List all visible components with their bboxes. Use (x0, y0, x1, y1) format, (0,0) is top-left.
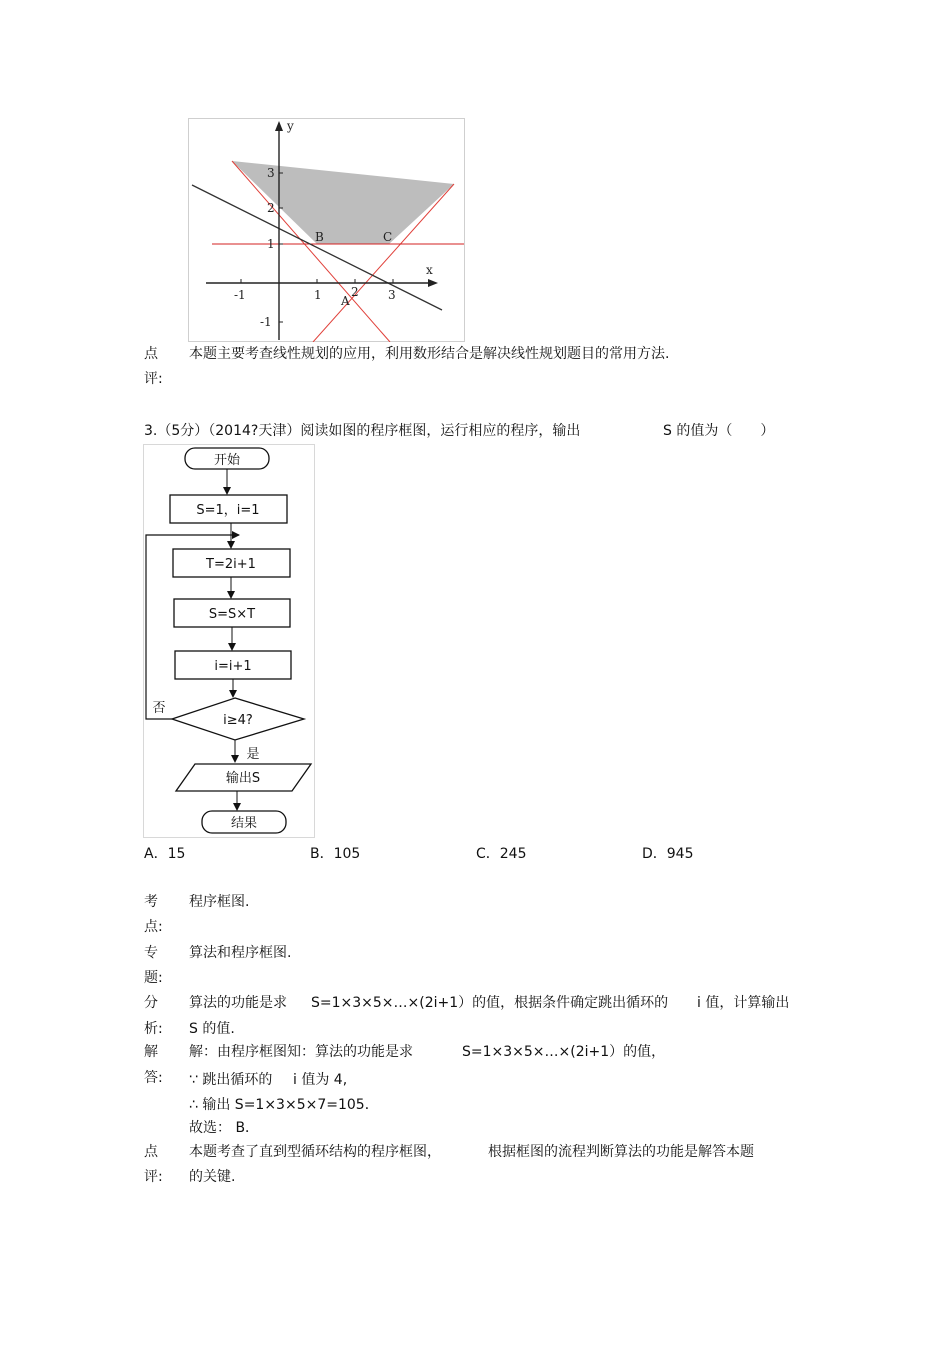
jieda-text-4: 故选： B． (189, 1120, 260, 1136)
no-branch-label: 否 (152, 701, 166, 716)
zhuanti-label-2: 题: (144, 970, 163, 986)
graph-svg (188, 118, 465, 342)
fenxi-text-1c: i 值，计算输出 (697, 995, 790, 1011)
prev-comment-label-1: 点 (144, 346, 158, 362)
x-tick-label: -1 (234, 288, 246, 302)
fenxi-text-1b: S=1×3×5×…×(2i+1）的值，根据条件确定跳出循环的 (311, 995, 669, 1011)
option-d: D．945 (642, 846, 694, 862)
option-a: A．15 (144, 846, 186, 862)
kaodian-label-2: 点: (144, 919, 163, 935)
fenxi-label-1: 分 (144, 995, 158, 1011)
y-tick-label: -1 (260, 315, 272, 329)
jieda-text-2b: i 值为 4, (293, 1072, 348, 1088)
prev-comment-text: 本题主要考查线性规划的应用，利用数形结合是解决线性规划题目的常用方法. (189, 346, 670, 362)
jieda-text-3: ∴ 输出 S=1×3×5×7=105． (189, 1097, 379, 1113)
x-axis-label: x (426, 263, 433, 277)
zhuanti-label-1: 专 (144, 945, 158, 961)
kaodian-text: 程序框图. (189, 894, 250, 910)
output-label: 输出S (225, 771, 261, 786)
program-flowchart (143, 444, 315, 838)
question-stem-part2: S 的值为（ ） (663, 423, 775, 439)
increment-i-label: i=i+1 (214, 659, 252, 674)
compute-t-label: T=2i+1 (206, 557, 256, 572)
y-axis-label: y (287, 119, 294, 133)
zhuanti-text: 算法和程序框图. (189, 945, 292, 961)
condition-label: i≥4? (223, 713, 253, 728)
jieda-text-2a: ∵ 跳出循环的 (189, 1072, 273, 1088)
flowchart-svg (143, 444, 315, 838)
jieda-text-1b: S=1×3×5×…×(2i+1）的值， (462, 1044, 666, 1060)
dianping-label-1: 点 (144, 1144, 158, 1160)
option-c: C．245 (476, 846, 527, 862)
fenxi-text-2: S 的值. (189, 1021, 235, 1037)
y-tick-label: 2 (267, 201, 275, 215)
y-tick-label: 3 (267, 166, 275, 180)
jieda-label-1: 解 (144, 1044, 158, 1060)
jieda-label-2: 答: (144, 1070, 163, 1086)
dianping-text-1b: 根据框图的流程判断算法的功能是解答本题 (488, 1144, 754, 1160)
dianping-label-2: 评: (144, 1169, 163, 1185)
x-tick-label: 2 (351, 285, 359, 299)
point-b-label: B (315, 230, 324, 244)
compute-s-label: S=S×T (208, 607, 256, 622)
fenxi-text-1a: 算法的功能是求 (189, 995, 287, 1011)
kaodian-label-1: 考 (144, 894, 158, 910)
start-label: 开始 (213, 453, 241, 468)
point-c-label: C (383, 230, 393, 244)
fenxi-label-2: 析: (144, 1021, 163, 1037)
point-a-label: A (341, 294, 350, 308)
x-tick-label: 3 (388, 288, 396, 302)
linear-programming-graph (188, 118, 465, 342)
end-label: 结果 (230, 816, 258, 831)
dianping-text-2: 的关键. (189, 1169, 236, 1185)
dianping-text-1a: 本题考查了直到型循环结构的程序框图， (189, 1144, 441, 1160)
y-tick-label: 1 (267, 237, 275, 251)
jieda-text-1a: 解：由程序框图知：算法的功能是求 (189, 1044, 413, 1060)
init-label: S=1，i=1 (196, 503, 260, 518)
yes-branch-label: 是 (246, 747, 260, 762)
option-b: B．105 (310, 846, 361, 862)
prev-comment-label-2: 评: (144, 371, 163, 387)
question-stem-part1: 3.（5分）（2014?天津）阅读如图的程序框图，运行相应的程序，输出 (144, 423, 581, 439)
x-tick-label: 1 (314, 288, 322, 302)
